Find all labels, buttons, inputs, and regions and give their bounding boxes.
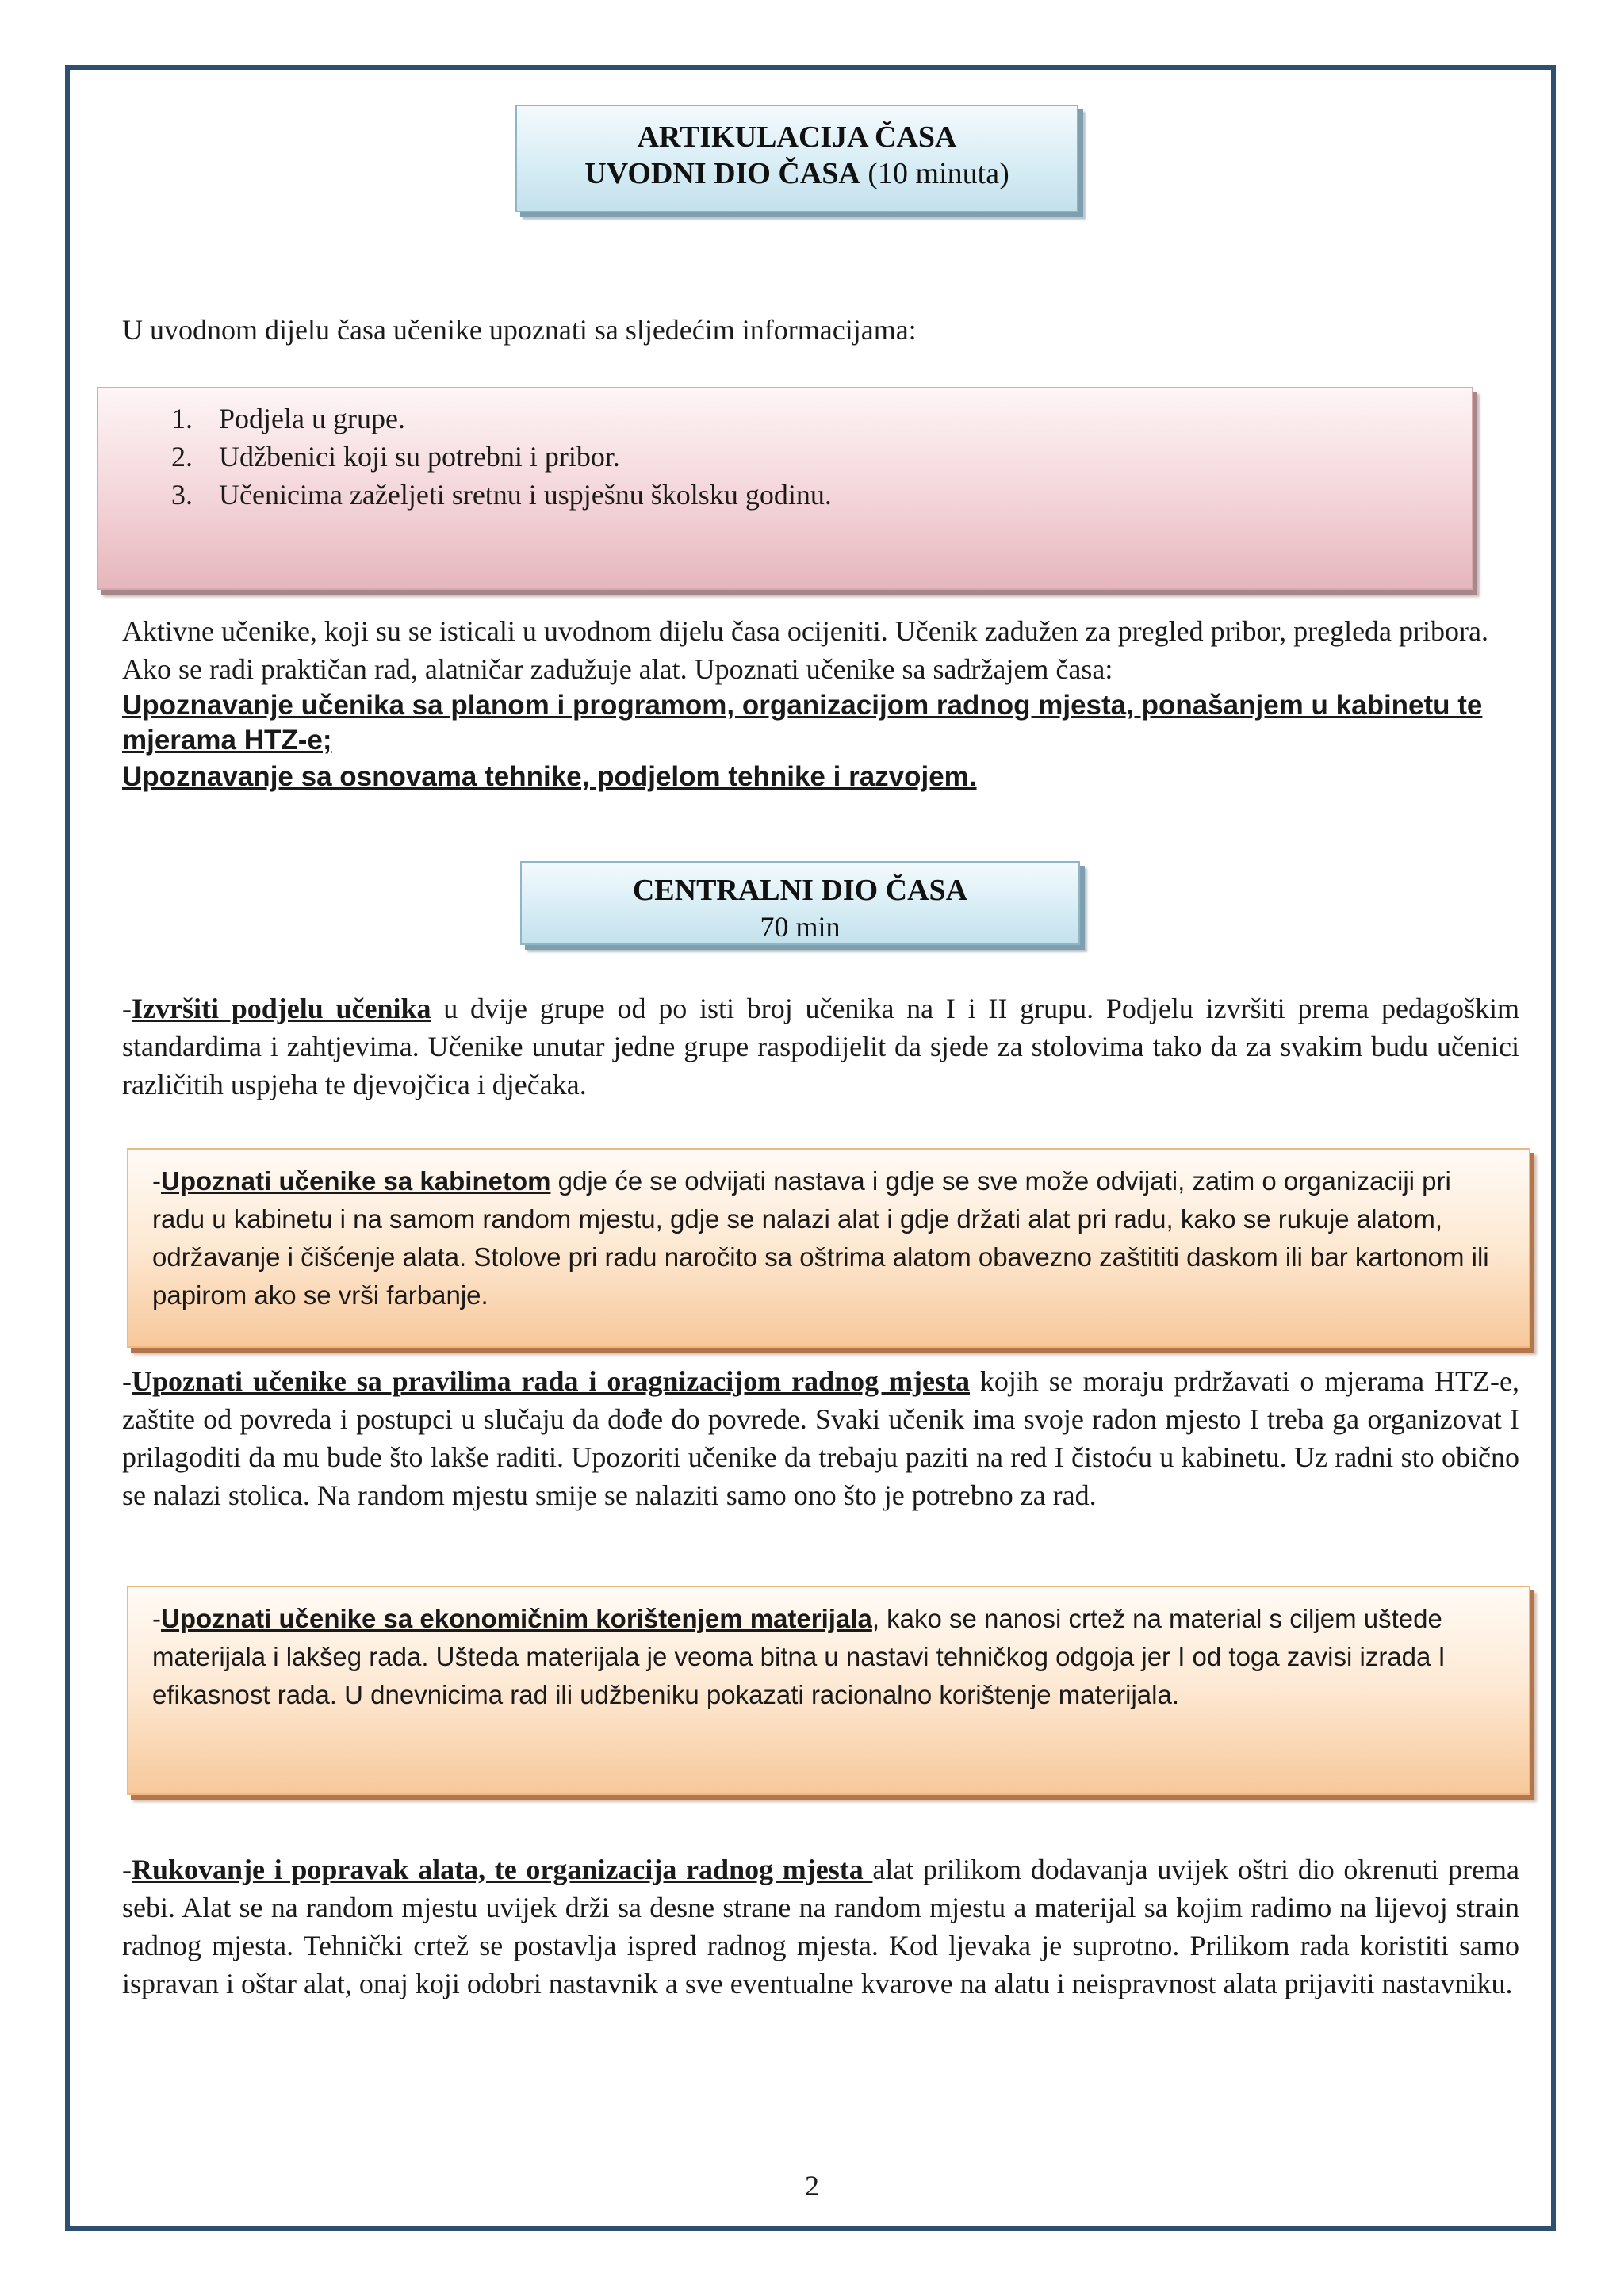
title-line-2: [517, 155, 1077, 192]
list-item-number: 3.: [171, 479, 193, 511]
list-item: [98, 438, 832, 476]
work-rules-text: kojih se moraju prdržavati o mjerama HTZ-e, zaštite od povreda i postupci u slučaju da dođe do povrede. Svaki učenik ima svoje radon mjesto I treba ga organizovat I prilagoditi da mu bude što lakše raditi. Upozoriti učenike da trebaju paziti na red I čistoću u kabinetu. Uz radni sto obično se nalazi stolica. Na random mjestu smije se nalaziti samo ono što je potrebno za rad.: [122, 1365, 1519, 1511]
central-part-title-box: [520, 861, 1080, 945]
dash: -: [122, 1365, 132, 1397]
materials-text: , kako se nanosi crtež na material s ciljem uštede materijala i lakšeg rada. Ušteda materijala je veoma bitna u nastavi tehničkog odgoja jer I od toga zavisi izrada I efikasnost rada. U dnevnicima rad ili udžbeniku pokazati racionalno korištenje materijala.: [152, 1604, 1446, 1709]
grouping-paragraph: [122, 989, 1519, 1104]
title-line-1: ARTIKULACIJA ČASA: [637, 121, 957, 154]
materials-info-box: [127, 1586, 1530, 1795]
list-item-text: Učenicima zaželjeti sretnu i uspješnu školsku godinu.: [219, 479, 832, 511]
list-item-number: 2.: [171, 441, 193, 473]
grouping-lead: Izvršiti podjelu učenika: [132, 993, 431, 1024]
dash: -: [122, 993, 132, 1024]
list-item-number: 1.: [171, 403, 193, 434]
work-rules-lead: Upoznati učenike sa pravilima rada i oragnizacijom radnog mjesta: [132, 1365, 971, 1397]
lesson-topics-line-1: Upoznavanje učenika sa planom i programom, organizacijom radnog mjesta, ponašanjem u kabinetu te mjerama HTZ-e;: [122, 690, 1483, 756]
tools-handling-text: alat prilikom dodavanja uvijek oštri dio okrenuti prema sebi. Alat se na random mjestu uvijek drži sa desne strane na random mjestu a materijal sa kojim radimo na lijevoj strain radnog mjesta. Tehnički crtež se postavlja ispred radnog mjesta. Kod ljevaka je suprotno. Prilikom rada koristiti samo ispravan i oštar alat, onaj koji odobri nastavnik a sve eventualne kvarove na alatu i neispravnost alata prijaviti nastavniku.: [122, 1854, 1519, 1999]
work-rules-paragraph: [122, 1362, 1519, 1514]
lesson-topics-line-2: Upoznavanje sa osnovama tehnike, podjelom tehnike i razvojem.: [122, 761, 977, 792]
central-part-duration: 70 min: [760, 911, 841, 943]
grouping-text: u dvije grupe od po isti broj učenika na I i II grupu. Podjelu izvršiti prema pedagoškim standardima i zahtjevima. Učenike unutar jedne grupe raspodijelit da sjede za stolovima tako da za svakim budu učenici različitih uspjeha te djevojčica i dječaka.: [122, 993, 1519, 1100]
tools-handling-lead: Rukovanje i popravak alata, te organizacija radnog mjesta: [132, 1854, 873, 1885]
cabinet-text: gdje će se odvijati nastava i gdje se sve može odvijati, zatim o organizaciji pri radu u kabinetu i na samom random mjestu, gdje se nalazi alat i gdje držati alat pri radu, kako se rukuje alatom, održavanje i čišćenje alata. Stolove pri radu naročito sa oštrima alatom obavezno zaštititi daskom ili bar kartonom ili papirom ako se vrši farbanje.: [152, 1166, 1489, 1310]
dash: -: [152, 1604, 161, 1633]
list-item: [98, 400, 832, 438]
title-intro-part: UVODNI DIO ČASA: [584, 157, 860, 190]
cabinet-lead: Upoznati učenike sa kabinetom: [161, 1166, 551, 1196]
cabinet-info-box: [127, 1148, 1530, 1348]
active-students-paragraph: Aktivne učenike, koji su se isticali u uvodnom dijelu časa ocijeniti. Učenik zadužen za pregled pribor, pregleda pribora. Ako se radi praktičan rad, alatničar zadužuje alat. Upoznati učenike sa sadržajem časa:: [122, 615, 1488, 685]
info-list: [98, 400, 832, 514]
tools-handling-paragraph: [122, 1850, 1519, 2003]
list-item-text: Udžbenici koji su potrebni i pribor.: [219, 441, 620, 473]
central-part-title: CENTRALNI DIO ČASA: [632, 874, 968, 907]
list-item: [98, 476, 832, 514]
title-duration: (10 minuta): [860, 157, 1009, 190]
materials-lead: Upoznati učenike sa ekonomičnim korištenjem materijala: [161, 1604, 872, 1633]
list-item-text: Podjela u grupe.: [219, 403, 405, 434]
lesson-articulation-title-box: [515, 105, 1078, 212]
dash: -: [122, 1854, 132, 1885]
dash: -: [152, 1166, 161, 1196]
intro-text: U uvodnom dijelu časa učenike upoznati sa sljedećim informacijama:: [122, 314, 917, 346]
page-number: 2: [805, 2170, 819, 2202]
info-list-box: [97, 387, 1473, 590]
